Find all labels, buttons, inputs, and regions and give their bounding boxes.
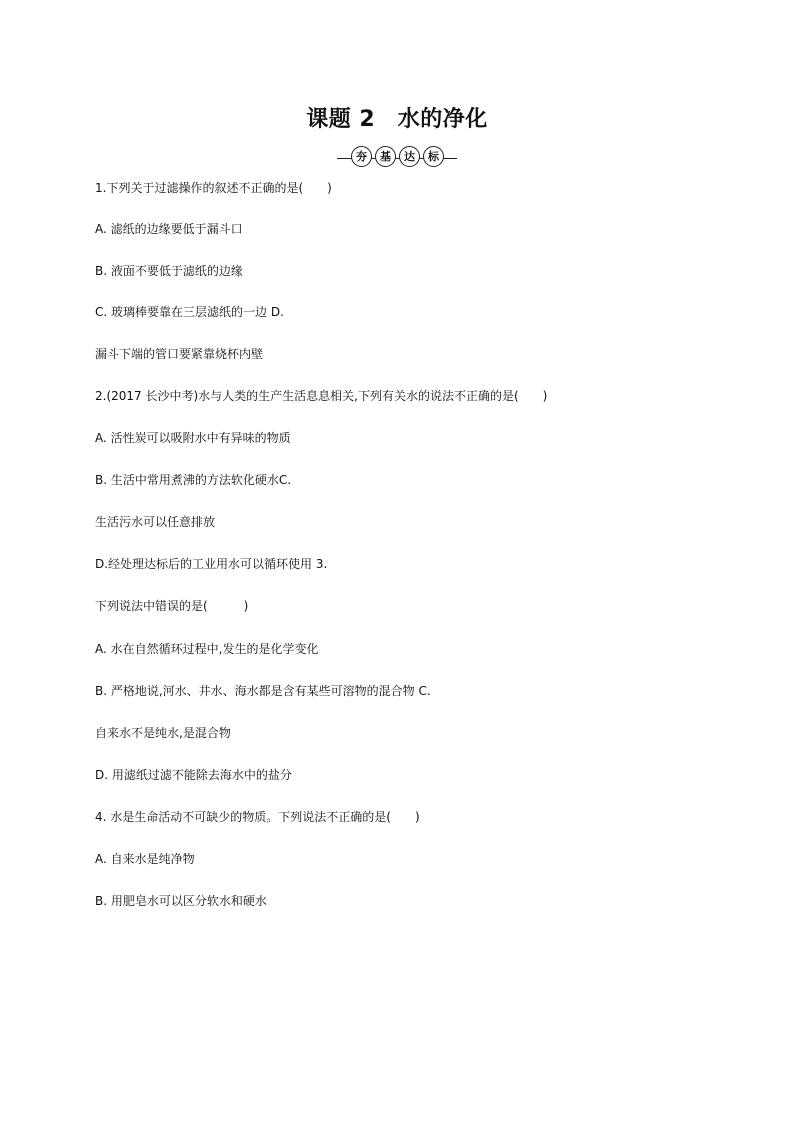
question-1-option-a: A. 滤纸的边缘要低于漏斗口 bbox=[95, 222, 243, 236]
question-3-stem: 下列说法中错误的是( ) bbox=[95, 599, 249, 613]
question-1-option-b: B. 液面不要低于滤纸的边缘 bbox=[95, 264, 243, 278]
question-3-option-b: B. 严格地说,河水、井水、海水都是含有某些可溶物的混合物 C. bbox=[95, 684, 431, 698]
question-2-option-c: 生活污水可以任意排放 bbox=[95, 515, 216, 529]
question-2-option-a: A. 活性炭可以吸附水中有异味的物质 bbox=[95, 431, 291, 445]
question-4-option-a: A. 自来水是纯净物 bbox=[95, 852, 195, 866]
badge-char: 标 bbox=[423, 146, 444, 167]
question-4-stem: 4. 水是生命活动不可缺少的物质。下列说法不正确的是( ) bbox=[95, 810, 420, 824]
question-2-stem: 2.(2017 长沙中考)水与人类的生产生活息息相关,下列有关水的说法不正确的是( ) bbox=[95, 389, 548, 403]
section-badge bbox=[337, 146, 457, 166]
question-1-option-c: C. 玻璃棒要靠在三层滤纸的一边 D. bbox=[95, 305, 284, 319]
badge-char: 达 bbox=[399, 146, 420, 167]
question-2-option-d: D.经处理达标后的工业用水可以循环使用 3. bbox=[95, 557, 328, 571]
question-1-option-d: 漏斗下端的管口要紧靠烧杯内壁 bbox=[95, 347, 264, 361]
question-3-option-c: 自来水不是纯水,是混合物 bbox=[95, 726, 231, 740]
question-3-option-d: D. 用滤纸过滤不能除去海水中的盐分 bbox=[95, 768, 292, 782]
badge-char: 夯 bbox=[351, 146, 372, 167]
page-title: 课题 2 水的净化 bbox=[306, 107, 488, 132]
question-3-option-a: A. 水在自然循环过程中,发生的是化学变化 bbox=[95, 642, 319, 656]
badge-char: 基 bbox=[375, 146, 396, 167]
question-1-stem: 1.下列关于过滤操作的叙述不正确的是( ) bbox=[95, 181, 332, 195]
question-2-option-b: B. 生活中常用煮沸的方法软化硬水C. bbox=[95, 473, 292, 487]
question-4-option-b: B. 用肥皂水可以区分软水和硬水 bbox=[95, 894, 267, 908]
